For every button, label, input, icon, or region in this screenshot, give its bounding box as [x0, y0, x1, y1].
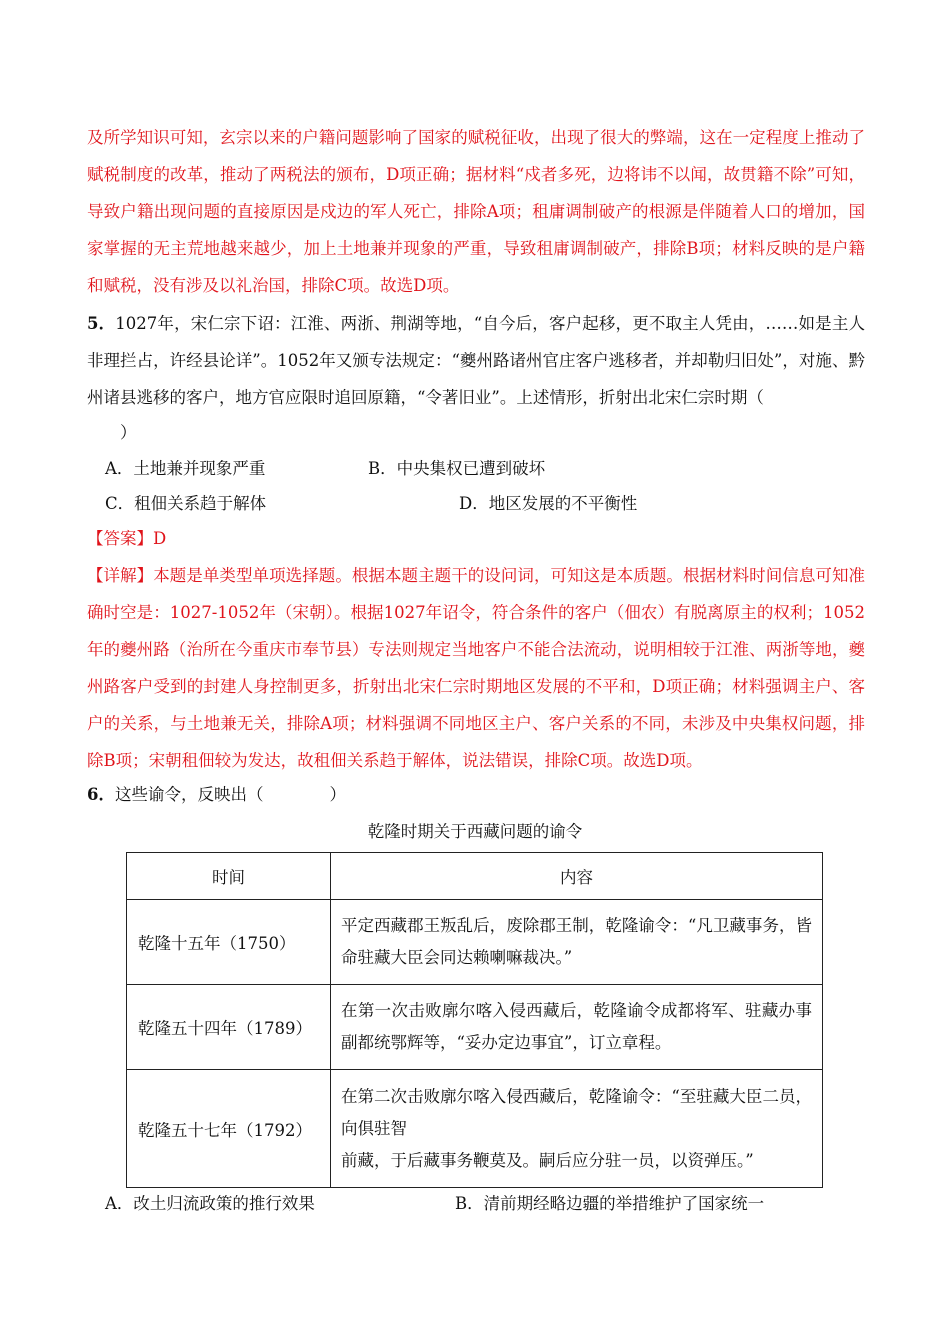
table-title: 乾隆时期关于西藏问题的谕令: [367, 822, 583, 841]
q6-option-b[interactable]: B．清前期经略边疆的举措维护了国家统一: [455, 1194, 765, 1213]
explanation-text: 本题是单类型单项选择题。根据本题主题干的设问词，可知这是本质题。根据材料时间信息可知准确时空是：1027-1052年（宋朝）。根据1027年诏令，符合条件的客户（佃农）有脱离原主的权利；1052年的夔州路（治所在今重庆市奉节县）专法则规定当地客户不能合法流动，说明相较于江淮、两浙等地，夔州路客户受到的封建人身控制更多，折射出北宋仁宗时期地区发展的不平和，D项正确；材料强调主户、客户的关系，与土地兼无关，排除A项；材料强调不同地区主户、客户关系的不同，未涉及中央集权问题，排除B项；宋朝租佃较为发达，故租佃关系趋于解体，说法错误，排除C项。故选D项。: [87, 566, 866, 770]
answer-label: 【答案】: [87, 529, 153, 548]
column-header-content: 内容: [331, 853, 823, 900]
row-content-line-1: 在第二次击败廓尔喀入侵西藏后，乾隆谕令：“至驻藏大臣二员，向俱驻智: [341, 1086, 812, 1138]
table-row: [127, 900, 823, 985]
table-header-row: [127, 853, 823, 900]
q6-stem-text: 这些谕令，反映出（ ）: [114, 785, 346, 804]
answer-value: D: [153, 529, 167, 548]
row-time: 乾隆十五年（1750）: [127, 900, 331, 985]
q5-answer: [87, 527, 166, 551]
q5-stem: [87, 305, 865, 416]
q5-option-c[interactable]: C．租佃关系趋于解体: [105, 494, 267, 513]
q6-number: 6．: [87, 785, 115, 804]
q5-number: 5．: [87, 314, 116, 333]
q5-explanation: [87, 557, 865, 779]
q5-option-b[interactable]: B．中央集权已遭到破坏: [368, 459, 546, 478]
q5-option-a[interactable]: A．土地兼并现象严重: [105, 459, 266, 478]
q6-option-a[interactable]: A．改土归流政策的推行效果: [105, 1194, 315, 1213]
row-content-line-2: 前藏，于后藏事务鞭莫及。嗣后应分驻一员，以资弹压。”: [341, 1150, 754, 1170]
q5-stem-text: 1027年，宋仁宗下诏：江淮、两浙、荆湖等地，“自今后，客户起移，更不取主人凭由，……如是主人非理拦占，许经县论详”。1052年又颁专法规定：“夔州路诸州官庄客户逃移者，并却勒归旧处”，对施、黔州诸县逃移的客户，地方官应限时追回原籍，“令著旧业”。上述情形，折射出北宋仁宗时期（: [87, 314, 865, 407]
table-row: [127, 985, 823, 1070]
edict-table: [126, 852, 823, 1188]
table-row: [127, 1070, 823, 1188]
q5-option-d[interactable]: D．地区发展的不平衡性: [459, 494, 638, 513]
row-content: 在第一次击败廓尔喀入侵西藏后，乾隆谕令成都将军、驻藏办事副都统鄂辉等，“妥办定边事宜”，订立章程。: [331, 985, 823, 1070]
explanation-label: 【详解】: [87, 566, 154, 585]
column-header-time: 时间: [127, 853, 331, 900]
row-time: 乾隆五十四年（1789）: [127, 985, 331, 1070]
q6-stem: [87, 783, 346, 807]
q4-explanation-continuation: 及所学知识可知，玄宗以来的户籍问题影响了国家的赋税征收，出现了很大的弊端，这在一定程度上推动了赋税制度的改革，推动了两税法的颁布，D项正确；据材料“戍者多死，边将讳不以闻，故贯籍不除”可知，导致户籍出现问题的直接原因是戍边的军人死亡，排除A项；租庸调制破产的根源是伴随着人口的增加，国家掌握的无主荒地越来越少，加上土地兼并现象的严重，导致租庸调制破产，排除B项；材料反映的是户籍和赋税，没有涉及以礼治国，排除C项。故选D项。: [87, 128, 865, 295]
row-content: 平定西藏郡王叛乱后，废除郡王制，乾隆谕令：“凡卫藏事务，皆命驻藏大臣会同达赖喇嘛裁决。”: [331, 900, 823, 985]
row-content: [331, 1070, 823, 1188]
q5-stem-end: ）: [120, 423, 137, 442]
row-time: 乾隆五十七年（1792）: [127, 1070, 331, 1188]
